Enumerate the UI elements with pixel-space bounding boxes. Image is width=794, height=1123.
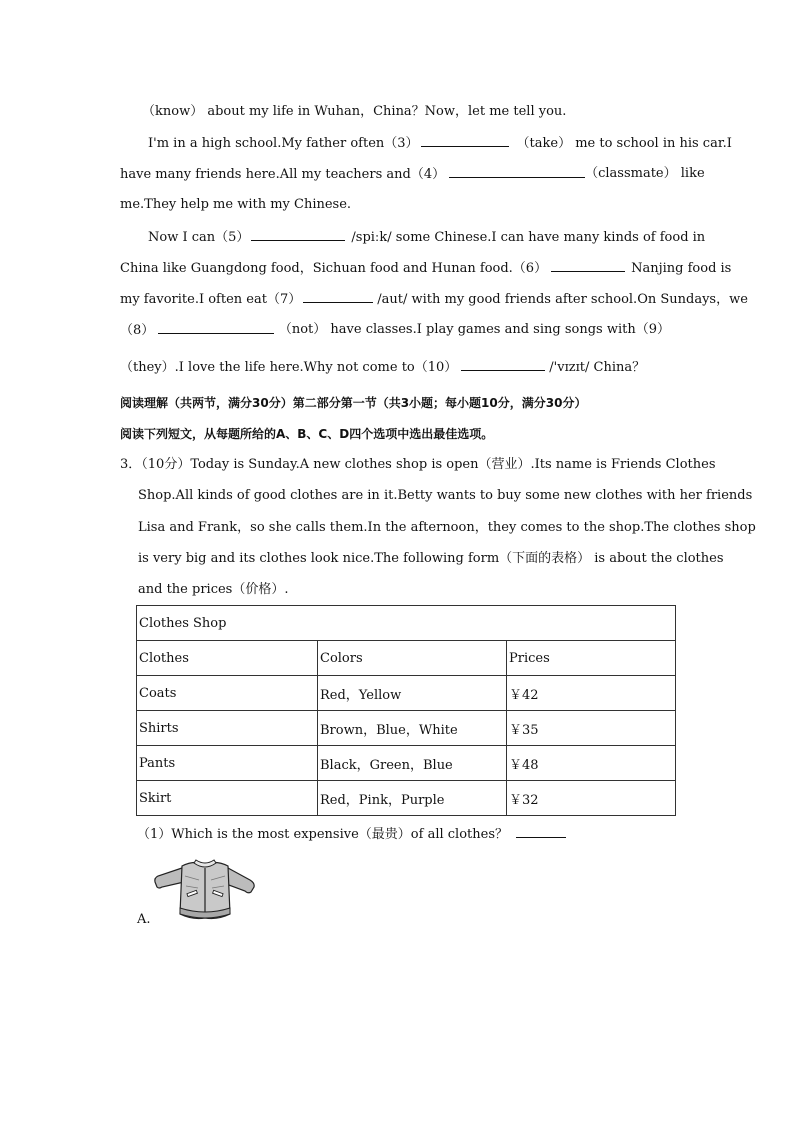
table-cell: ￥48 xyxy=(507,746,676,781)
question-3-line-3: Lisa and Frank，so she calls them.In the afternoon，they comes to the shop.The clothes shop xyxy=(138,520,756,535)
table-title-row xyxy=(137,606,676,641)
table-row xyxy=(137,711,676,746)
passage-line-2: I'm in a high school.My father often（3） （take） me to school in his car.I xyxy=(148,136,732,151)
option-a-label[interactable]: A. xyxy=(137,912,151,927)
sub-question-1: （1）Which is the most expensive（最贵）of all clothes？ xyxy=(137,825,566,844)
table-header: Clothes xyxy=(137,641,318,676)
answer-blank-1[interactable] xyxy=(516,825,566,838)
table-cell: ￥42 xyxy=(507,676,676,711)
jacket-icon[interactable] xyxy=(152,856,258,924)
blank-6[interactable] xyxy=(551,259,625,272)
table-cell: ￥35 xyxy=(507,711,676,746)
table-cell: ￥32 xyxy=(507,781,676,816)
passage-line-3: have many friends here.All my teachers and（4） （classmate） like xyxy=(120,166,705,182)
blank-4[interactable] xyxy=(449,165,585,178)
table-cell: Red，Yellow xyxy=(318,676,507,711)
blank-5[interactable] xyxy=(251,228,345,241)
table-cell: Brown，Blue，White xyxy=(318,711,507,746)
blank-7[interactable] xyxy=(303,290,373,303)
question-3-line-5: and the prices（价格）. xyxy=(138,582,289,597)
table-cell: Black，Green，Blue xyxy=(318,746,507,781)
table-cell: Shirts xyxy=(137,711,318,746)
table-header-row xyxy=(137,641,676,676)
table-row xyxy=(137,746,676,781)
section-heading: 阅读理解（共两节，满分30分）第二部分第一节（共3小题；每小题10分，满分30分） xyxy=(120,396,587,410)
table-header: Prices xyxy=(507,641,676,676)
passage-line-1: （know） about my life in Wuhan，China？Now，let me tell you. xyxy=(142,104,567,119)
passage-line-6: China like Guangdong food，Sichuan food and Hunan food.（6） Nanjing food is xyxy=(120,261,732,276)
passage-line-5: Now I can（5） /spiːk/ some Chinese.I can have many kinds of food in xyxy=(148,230,706,245)
question-3-line-2: Shop.All kinds of good clothes are in it.Betty wants to buy some new clothes with her friends xyxy=(138,488,753,503)
passage-line-7: my favorite.I often eat（7） /aut/ with my good friends after school.On Sundays，we xyxy=(120,292,748,307)
clothes-price-table xyxy=(136,605,676,816)
passage-line-4: me.They help me with my Chinese. xyxy=(120,197,352,212)
table-cell: Pants xyxy=(137,746,318,781)
question-3-line-4: is very big and its clothes look nice.The following form（下面的表格） is about the clothes xyxy=(138,551,724,566)
passage-line-8: （8） （not） have classes.I play games and sing songs with（9） xyxy=(120,322,670,338)
blank-8[interactable] xyxy=(158,321,274,334)
table-row xyxy=(137,781,676,816)
passage-line-9: （they）.I love the life here.Why not come to（10） /'vɪzɪt/ China？ xyxy=(120,360,646,375)
table-header: Colors xyxy=(318,641,507,676)
table-cell: Red，Pink，Purple xyxy=(318,781,507,816)
table-title: Clothes Shop xyxy=(137,606,676,641)
table-row xyxy=(137,676,676,711)
blank-10[interactable] xyxy=(461,358,545,371)
section-instruction: 阅读下列短文，从每题所给的A、B、C、D四个选项中选出最佳选项。 xyxy=(120,427,494,441)
table-cell: Coats xyxy=(137,676,318,711)
table-cell: Skirt xyxy=(137,781,318,816)
question-3-line-1: 3．（10分）Today is Sunday.A new clothes shop is open（营业）.Its name is Friends Clothes xyxy=(120,457,716,472)
blank-3[interactable] xyxy=(421,134,509,147)
